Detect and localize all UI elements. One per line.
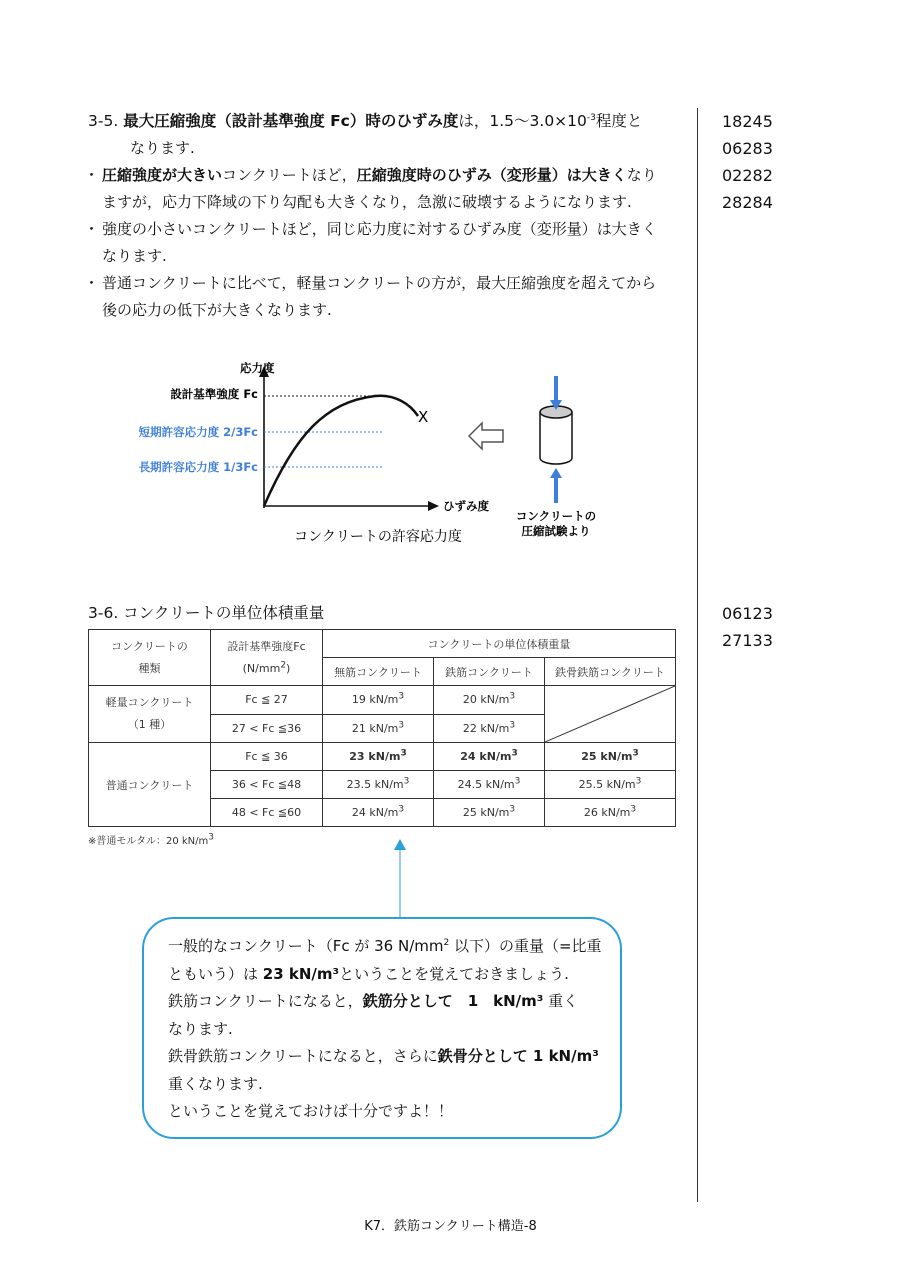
diagram-caption: コンクリートの許容応力度: [294, 529, 462, 545]
table-row: [89, 743, 676, 771]
unit: kN/m: [364, 750, 401, 763]
callout-line4: なります.: [168, 1019, 233, 1038]
header-src: 鉄骨鉄筋コンクリート: [545, 658, 676, 686]
header-fc-line1: 設計基準強度Fc: [227, 639, 306, 653]
callout-line6: 重くなります.: [168, 1074, 263, 1093]
title-bold: 最大圧縮強度（設計基準強度 Fc）時のひずみ度: [123, 112, 459, 130]
unit: kN/m: [365, 806, 399, 819]
header-fc: [211, 630, 323, 686]
cylinder-specimen: [540, 412, 572, 464]
header-type-line2: 種類: [138, 661, 161, 675]
bullet-1-bold2: 圧縮強度時のひずみ（変形量）は大きく: [356, 166, 627, 184]
weight-value: 22: [462, 721, 477, 735]
weight-cell: [434, 743, 545, 771]
y-axis-label: 応力度: [240, 361, 275, 375]
callout-line1: [168, 933, 602, 961]
unit: kN/m: [603, 778, 636, 791]
weight-cell: [323, 743, 434, 771]
hollow-arrow-left: [469, 423, 503, 449]
unit: kN/m: [371, 778, 404, 791]
section-3-5-title: [88, 108, 688, 135]
weight-cell: [434, 799, 545, 827]
bullet-1: [88, 162, 688, 189]
weight-cell: [434, 771, 545, 799]
unit-sup: 3: [398, 691, 405, 702]
unit-sup: 3: [509, 691, 516, 702]
weight-value: 23.5: [346, 778, 372, 791]
fc-label: 設計基準強度 Fc: [170, 387, 258, 401]
code-list-2: [722, 600, 802, 654]
diagonal-line: [545, 686, 675, 742]
weight-cell: [323, 799, 434, 827]
code: 28284: [722, 193, 773, 212]
header-weight: コンクリートの単位体積重量: [323, 630, 676, 658]
x-axis-label: ひずみ度: [443, 499, 489, 513]
unit-sup: 3: [398, 720, 405, 731]
weight-value: 26: [583, 806, 598, 819]
test-label-line2: 圧縮試験より: [521, 524, 591, 538]
weight-cell: [434, 714, 545, 743]
weight-value: 19: [351, 693, 366, 707]
margin-divider: [697, 108, 698, 1202]
bullet-2-line2: なります.: [102, 247, 167, 265]
callout-line2: [168, 961, 602, 989]
type-normal: 普通コンクリート: [89, 743, 211, 827]
test-label-line1: コンクリートの: [515, 509, 597, 523]
title-rest: は，1.5～3.0×10: [458, 112, 587, 130]
unit: kN/m: [365, 721, 399, 735]
callout-text: 鉄骨鉄筋コンクリートになると，さらに: [168, 1047, 438, 1065]
note-sup: 3: [208, 832, 214, 843]
bullet-3: ・ 普通コンクリートに比べて，軽量コンクリートの方が，最大圧縮強度を超えてから: [88, 270, 688, 297]
weight-value: 21: [351, 721, 366, 735]
unit-sup: 3: [511, 748, 518, 759]
header-type: [89, 630, 211, 686]
weight-value: 24.5: [457, 778, 483, 791]
weight-cell: [323, 714, 434, 743]
fc-cell: 27 < Fc ≦36: [211, 714, 323, 743]
callout-text: 以下）の重量（=比重: [449, 937, 602, 955]
unit: kN/m: [365, 693, 399, 707]
note-text: ※普通モルタル：20 kN/m: [88, 836, 209, 847]
header-plain: 無筋コンクリート: [323, 658, 434, 686]
unit-weight-table: [88, 629, 676, 827]
unit: kN/m: [476, 721, 510, 735]
weight-cell: [545, 771, 676, 799]
weight-cell: [434, 686, 545, 715]
bullet-1-line2: ますが，応力下降域の下り勾配も大きくなり，急激に破壊するようになります.: [102, 193, 632, 211]
callout-text: 重く: [543, 992, 579, 1010]
load-arrowhead-bottom: [550, 468, 562, 478]
code: 27133: [722, 631, 773, 650]
x-axis-arrowhead: [428, 501, 439, 511]
bullet-3-line2: 後の応力の低下が大きくなります.: [102, 301, 332, 319]
type-light-line1: 軽量コンクリート: [105, 696, 194, 709]
unit-sup: 3: [509, 804, 516, 815]
bullet-1-bold1: 圧縮強度が大きい: [102, 166, 223, 184]
weight-value: 25: [581, 750, 597, 763]
unit-sup: 3: [403, 776, 410, 787]
section-3-5: [88, 108, 688, 324]
unit: kN/m: [476, 693, 510, 707]
callout-bold: 23 kN/m³: [262, 964, 340, 983]
short-term-label: 短期許容応力度 2/3Fc: [138, 425, 258, 439]
header-type-line1: コンクリートの: [111, 639, 188, 653]
bullet-1-end: なり: [626, 166, 657, 184]
section-number: 3-5.: [88, 112, 119, 130]
unit-sup: 3: [630, 804, 637, 815]
failure-mark: X: [418, 408, 429, 426]
title-end: 程度と: [595, 112, 643, 130]
callout-line5: [168, 1043, 602, 1071]
fc-cell: 48 < Fc ≦60: [211, 799, 323, 827]
section-3-6-title: 3-6. コンクリートの単位体積重量: [88, 604, 325, 622]
callout-text: ということを覚えておきましょう.: [339, 964, 569, 983]
stress-strain-diagram: [120, 350, 620, 550]
code: 18245: [722, 112, 773, 131]
table-row: [89, 686, 676, 715]
weight-value: 20: [462, 693, 477, 707]
callout-sup: 2: [443, 938, 450, 948]
unit: kN/m: [596, 750, 633, 763]
unit: kN/m: [597, 806, 631, 819]
callout-line3: [168, 988, 602, 1016]
callout-box: [142, 917, 622, 1139]
unit: kN/m: [476, 806, 510, 819]
type-light-line2: （1 種）: [127, 718, 172, 731]
header-rc: 鉄筋コンクリート: [434, 658, 545, 686]
weight-cell: [545, 799, 676, 827]
header-fc-sup: 2: [280, 659, 287, 670]
fc-cell: 36 < Fc ≦48: [211, 771, 323, 799]
page-footer: K7．鉄筋コンクリート構造-8: [364, 1219, 537, 1234]
weight-value: 25.5: [578, 778, 604, 791]
unit-sup: 3: [635, 776, 642, 787]
callout-pointer-arrow: [390, 838, 410, 920]
unit: kN/m: [482, 778, 515, 791]
weight-cell: [323, 771, 434, 799]
weight-value: 25: [462, 806, 477, 819]
mortar-note: [88, 832, 214, 847]
callout-bold: 鉄骨分として 1 kN/m³: [437, 1047, 599, 1065]
callout-line7: ということを覚えておけば十分ですよ！！: [168, 1102, 454, 1120]
callout-bold: 鉄筋分として 1 kN/m³: [362, 992, 544, 1010]
bullet-2: ・ 強度の小さいコンクリートほど，同じ応力度に対するひずみ度（変形量）は大きく: [88, 216, 688, 243]
code: 02282: [722, 166, 773, 185]
callout-text: ともいう）は: [168, 964, 263, 983]
code: 06123: [722, 604, 773, 623]
weight-value: 24: [460, 750, 476, 763]
weight-cell: [545, 743, 676, 771]
fc-cell: Fc ≦ 27: [211, 686, 323, 715]
callout-text: 鉄筋コンクリートになると，: [168, 992, 363, 1010]
code: 06283: [722, 139, 773, 158]
header-fc-close: ): [286, 661, 291, 675]
weight-value: 23: [349, 750, 365, 763]
weight-value: 24: [351, 806, 366, 819]
weight-cell: [323, 686, 434, 715]
unit-sup: 3: [400, 748, 407, 759]
empty-diagonal-cell: [545, 686, 676, 743]
unit: kN/m: [475, 750, 512, 763]
bullet-1-mid: コンクリートほど，: [222, 166, 357, 184]
title-exponent: -3: [586, 112, 596, 123]
unit-sup: 3: [509, 720, 516, 731]
long-term-label: 長期許容応力度 1/3Fc: [138, 460, 258, 474]
unit-sup: 3: [632, 748, 639, 759]
fc-cell: Fc ≦ 36: [211, 743, 323, 771]
header-fc-line2: [211, 658, 322, 680]
header-fc-unit: (N/mm: [242, 661, 281, 675]
code-list-1: [722, 108, 802, 216]
callout-text: 一般的なコンクリート（Fc が 36 N/mm: [168, 937, 444, 955]
unit-sup: 3: [514, 776, 521, 787]
title-line2: なります.: [130, 139, 195, 157]
type-light: [89, 686, 211, 743]
stress-strain-curve: [264, 396, 418, 506]
unit-sup: 3: [398, 804, 405, 815]
